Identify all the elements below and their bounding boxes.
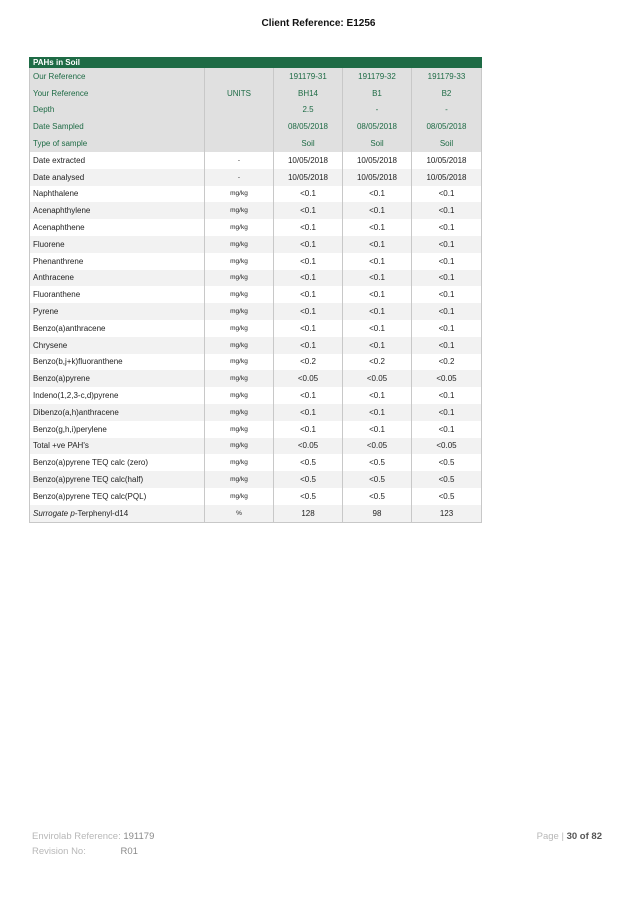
result-value: <0.5 <box>412 488 482 505</box>
analyte-units: - <box>205 152 274 169</box>
header-label: Your Reference <box>30 85 205 102</box>
header-row <box>30 118 482 135</box>
header-value: Soil <box>343 135 412 152</box>
header-row <box>30 85 482 102</box>
result-value: <0.1 <box>412 236 482 253</box>
header-row <box>30 68 482 85</box>
analyte-name: Benzo(a)pyrene TEQ calc(half) <box>30 471 205 488</box>
table-row <box>30 421 482 438</box>
result-value: <0.1 <box>274 421 343 438</box>
result-value: <0.05 <box>343 438 412 455</box>
result-value: <0.1 <box>343 337 412 354</box>
analyte-units: mg/kg <box>205 454 274 471</box>
header-units <box>205 68 274 85</box>
result-value: 10/05/2018 <box>274 152 343 169</box>
result-value: <0.1 <box>412 270 482 287</box>
table-row <box>30 471 482 488</box>
analyte-name: Dibenzo(a,h)anthracene <box>30 404 205 421</box>
analyte-units: mg/kg <box>205 471 274 488</box>
header-units: UNITS <box>205 85 274 102</box>
result-value: <0.5 <box>412 454 482 471</box>
result-value: <0.1 <box>412 404 482 421</box>
result-value: <0.1 <box>343 286 412 303</box>
result-value: <0.1 <box>343 236 412 253</box>
table-row <box>30 219 482 236</box>
analyte-name: Acenaphthylene <box>30 202 205 219</box>
revision-number <box>32 846 138 857</box>
result-value: <0.1 <box>412 286 482 303</box>
analyte-units: mg/kg <box>205 202 274 219</box>
analyte-name: Benzo(a)pyrene <box>30 370 205 387</box>
result-value: <0.2 <box>412 354 482 371</box>
result-value: <0.5 <box>343 488 412 505</box>
result-value: <0.05 <box>343 370 412 387</box>
analyte-name: Indeno(1,2,3-c,d)pyrene <box>30 387 205 404</box>
analyte-units: mg/kg <box>205 387 274 404</box>
analyte-units: mg/kg <box>205 320 274 337</box>
result-value: <0.1 <box>343 253 412 270</box>
revision-label: Revision No: <box>32 846 86 857</box>
result-value: <0.1 <box>274 202 343 219</box>
header-label: Type of sample <box>30 135 205 152</box>
analyte-units: mg/kg <box>205 438 274 455</box>
header-value: Soil <box>412 135 482 152</box>
pahs-in-soil-table <box>29 57 482 523</box>
result-value: <0.1 <box>412 202 482 219</box>
envirolab-reference-label: Envirolab Reference: <box>32 831 121 842</box>
header-label: Date Sampled <box>30 118 205 135</box>
revision-value: R01 <box>120 846 138 857</box>
table-title: PAHs in Soil <box>30 57 205 68</box>
surrogate-value: 123 <box>412 505 482 522</box>
envirolab-reference-value: 191179 <box>123 831 155 842</box>
result-value: <0.5 <box>274 471 343 488</box>
result-value: 10/05/2018 <box>343 169 412 186</box>
result-value: <0.1 <box>274 286 343 303</box>
analyte-units: - <box>205 169 274 186</box>
header-label: Depth <box>30 102 205 119</box>
table-row <box>30 303 482 320</box>
table-row <box>30 438 482 455</box>
analyte-name: Fluorene <box>30 236 205 253</box>
header-row <box>30 102 482 119</box>
result-value: <0.1 <box>343 404 412 421</box>
analyte-name: Date analysed <box>30 169 205 186</box>
result-value: 10/05/2018 <box>343 152 412 169</box>
surrogate-name: Surrogate p-Terphenyl-d14 <box>30 505 205 522</box>
table-row <box>30 354 482 371</box>
analyte-name: Naphthalene <box>30 186 205 203</box>
surrogate-units: % <box>205 505 274 522</box>
result-value: <0.05 <box>274 370 343 387</box>
table-row <box>30 202 482 219</box>
result-value: <0.5 <box>274 454 343 471</box>
result-value: <0.1 <box>343 270 412 287</box>
table-row <box>30 286 482 303</box>
header-value: 08/05/2018 <box>343 118 412 135</box>
result-value: <0.1 <box>412 387 482 404</box>
header-value: - <box>343 102 412 119</box>
header-value: 191179-33 <box>412 68 482 85</box>
analyte-name: Benzo(b,j+k)fluoranthene <box>30 354 205 371</box>
header-value: Soil <box>274 135 343 152</box>
table-title-row <box>30 57 482 68</box>
header-value: 191179-32 <box>343 68 412 85</box>
analyte-units: mg/kg <box>205 488 274 505</box>
table-row <box>30 169 482 186</box>
header-value: - <box>412 102 482 119</box>
analyte-name: Benzo(a)pyrene TEQ calc(PQL) <box>30 488 205 505</box>
table-row <box>30 488 482 505</box>
result-value: <0.1 <box>412 253 482 270</box>
analyte-units: mg/kg <box>205 337 274 354</box>
table-row <box>30 253 482 270</box>
result-value: <0.05 <box>274 438 343 455</box>
analyte-name: Pyrene <box>30 303 205 320</box>
result-value: <0.1 <box>343 219 412 236</box>
header-value: BH14 <box>274 85 343 102</box>
result-value: <0.5 <box>343 454 412 471</box>
result-value: <0.1 <box>274 219 343 236</box>
result-value: <0.1 <box>412 337 482 354</box>
header-value: 191179-31 <box>274 68 343 85</box>
header-value: 08/05/2018 <box>274 118 343 135</box>
result-value: <0.5 <box>343 471 412 488</box>
result-value: 10/05/2018 <box>412 169 482 186</box>
analyte-units: mg/kg <box>205 186 274 203</box>
header-units <box>205 102 274 119</box>
surrogate-value: 128 <box>274 505 343 522</box>
result-value: <0.1 <box>274 320 343 337</box>
analyte-name: Benzo(a)anthracene <box>30 320 205 337</box>
analyte-name: Fluoranthene <box>30 286 205 303</box>
result-value: <0.1 <box>412 219 482 236</box>
result-value: <0.1 <box>343 186 412 203</box>
analyte-name: Benzo(g,h,i)perylene <box>30 421 205 438</box>
analyte-name: Date extracted <box>30 152 205 169</box>
analyte-units: mg/kg <box>205 303 274 320</box>
analyte-name: Acenaphthene <box>30 219 205 236</box>
result-value: <0.1 <box>412 303 482 320</box>
analyte-units: mg/kg <box>205 236 274 253</box>
result-value: <0.1 <box>274 404 343 421</box>
analyte-name: Anthracene <box>30 270 205 287</box>
result-value: <0.1 <box>274 186 343 203</box>
analyte-name: Total +ve PAH's <box>30 438 205 455</box>
analyte-name: Phenanthrene <box>30 253 205 270</box>
result-value: <0.5 <box>412 471 482 488</box>
surrogate-value: 98 <box>343 505 412 522</box>
header-value: B2 <box>412 85 482 102</box>
result-value: <0.1 <box>274 270 343 287</box>
envirolab-reference <box>32 831 154 842</box>
table-row <box>30 387 482 404</box>
client-reference: Client Reference: E1256 <box>261 18 376 29</box>
result-value: <0.1 <box>343 202 412 219</box>
table-row <box>30 270 482 287</box>
result-value: <0.1 <box>343 320 412 337</box>
analyte-units: mg/kg <box>205 370 274 387</box>
result-value: <0.1 <box>343 421 412 438</box>
result-value: <0.1 <box>274 236 343 253</box>
header-value: 2.5 <box>274 102 343 119</box>
table-row <box>30 152 482 169</box>
analyte-units: mg/kg <box>205 270 274 287</box>
result-value: <0.1 <box>412 320 482 337</box>
analyte-name: Benzo(a)pyrene TEQ calc (zero) <box>30 454 205 471</box>
results-table-container <box>29 57 481 523</box>
header-row <box>30 135 482 152</box>
table-row <box>30 320 482 337</box>
result-value: <0.1 <box>274 387 343 404</box>
header-units <box>205 135 274 152</box>
result-value: <0.1 <box>274 303 343 320</box>
page-number: Page | 30 of 82 <box>536 831 602 842</box>
analyte-units: mg/kg <box>205 286 274 303</box>
page-total: 82 <box>591 831 602 842</box>
result-value: <0.5 <box>274 488 343 505</box>
result-value: <0.05 <box>412 438 482 455</box>
table-row <box>30 370 482 387</box>
result-value: <0.1 <box>274 337 343 354</box>
result-value: 10/05/2018 <box>412 152 482 169</box>
header-value: 08/05/2018 <box>412 118 482 135</box>
header-label: Our Reference <box>30 68 205 85</box>
result-value: <0.2 <box>274 354 343 371</box>
result-value: <0.1 <box>274 253 343 270</box>
table-row <box>30 236 482 253</box>
table-row <box>30 404 482 421</box>
table-row <box>30 454 482 471</box>
table-row <box>30 337 482 354</box>
analyte-units: mg/kg <box>205 219 274 236</box>
result-value: <0.1 <box>412 186 482 203</box>
result-value: <0.05 <box>412 370 482 387</box>
analyte-name: Chrysene <box>30 337 205 354</box>
header-units <box>205 118 274 135</box>
surrogate-row <box>30 505 482 522</box>
analyte-units: mg/kg <box>205 404 274 421</box>
result-value: <0.2 <box>343 354 412 371</box>
page-current: 30 <box>566 831 578 842</box>
result-value: <0.1 <box>343 303 412 320</box>
header-value: B1 <box>343 85 412 102</box>
result-value: 10/05/2018 <box>274 169 343 186</box>
analyte-units: mg/kg <box>205 421 274 438</box>
analyte-units: mg/kg <box>205 253 274 270</box>
result-value: <0.1 <box>412 421 482 438</box>
result-value: <0.1 <box>343 387 412 404</box>
table-row <box>30 186 482 203</box>
analyte-units: mg/kg <box>205 354 274 371</box>
